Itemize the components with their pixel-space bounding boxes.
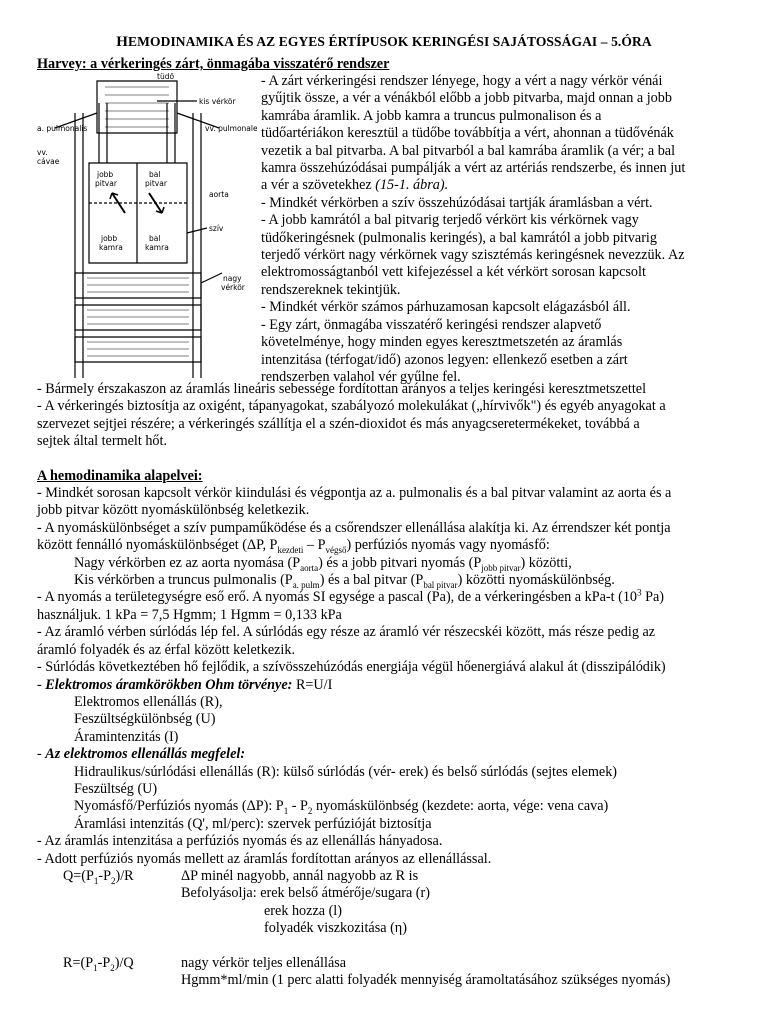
- text-line: - Bármely érszakaszon az áramlás lineáris sebessége fordítottan arányos a teljes keringési keresztmetszettel: [37, 381, 647, 397]
- fig-label-kis-verkor: kis vérkör: [199, 97, 236, 106]
- text-line: használjuk. 1 kPa = 7,5 Hgmm; 1 Hgmm = 0,133 kPa: [37, 606, 342, 623]
- text-line: - A nyomás a területegységre eső erő. A nyomás SI egysége a pascal (Pa), de a vérkeringésben a kPa-t ($10^3$ Pa): [37, 587, 664, 606]
- text-line: terjedő vérkört nagy vérkörnek vagy szisztémás keringésnek nevezzük. Az: [261, 247, 685, 264]
- figure-reference: (15-1. ábra).: [375, 177, 449, 194]
- text-line: kamrába áramlik. A jobb kamra a truncus pulmonalison és a: [261, 107, 602, 124]
- fig-label-sziv: szív: [209, 224, 224, 233]
- text-line: között fennálló nyomáskülönbséget (ΔP, $P_{kezdeti} - P_{végső}$) perfúziós nyomás vagy nyomásfő:: [37, 537, 550, 556]
- text-line: vezetik a bal pitvarba. A bal pitvarból a bal kamrába áramlik (a vér; a bal: [261, 142, 676, 159]
- text-line: Áramlási intenzitás (Q', ml/perc): szervek perfúzióját biztosítja: [74, 815, 432, 832]
- formula-q: $Q=(P_1-P_2)/R$ ΔP minél nagyobb, annál nagyobb az R is: [63, 867, 419, 886]
- section-heading-harvey: Harvey: a vérkeringés zárt, önmagába visszatérő rendszer: [37, 56, 390, 72]
- text-line: gyűjtik össze, a vér a vénákból előbb a jobb pitvarba, majd onnan a jobb: [261, 90, 672, 107]
- text-line: tüdőartériákon keresztül a tüdőbe továbbítja a vért, ahonnan a tüdővénák: [261, 125, 674, 142]
- fig-label-verkor: vérkör: [221, 283, 245, 292]
- text-line: - A nyomáskülönbséget a szív pumpaműködése és a csőrendszer ellenállása alakítja ki. Az érrendszer két pontja: [37, 519, 671, 536]
- text-line: tüdőkeringésnek (pulmonalis keringés), a bal kamrától a jobb pitvarig: [261, 229, 657, 246]
- text-line: rendszereknek tekintjük.: [261, 281, 401, 298]
- text-line: Hidraulikus/súrlódási ellenállás (R): külső súrlódás (vér- erek) és belső súrlódás (sejtes elemek): [74, 763, 618, 780]
- text-line: - Adott perfúziós nyomás mellett az áramlás fordítottan arányos az ellenállással.: [37, 850, 492, 867]
- text-line: szervezet sejtjei részére; a vérkeringés szállítja el a szén-dioxidot és más anyagcseretermékeket, továbbá a: [37, 415, 640, 432]
- formula-note: Befolyásolja: erek belső átmérője/sugara (r): [181, 885, 430, 902]
- text-line: a vér a szövetekhez (15-1. ábra).: [261, 177, 449, 194]
- text-line: - A zárt vérkeringési rendszer lényege, hogy a vért a nagy vérkör vénái: [261, 73, 663, 89]
- text-line: - Egy zárt, önmagába visszatérő keringési rendszer alapvető: [261, 316, 602, 333]
- formula-r: $R=(P_1-P_2)/Q$ nagy vérkör teljes ellenállása: [63, 954, 347, 973]
- formula-note: erek hozza (l): [264, 902, 342, 919]
- text-line: Kis vérkörben a truncus pulmonalis $(P_{a. pulm})$ és a bal pitvar $(P_{bal pitvar})$ közötti nyomáskülönbség.: [74, 572, 615, 590]
- fig-label-jobb-kamra-1: jobb: [101, 234, 118, 243]
- text-line: - Az elektromos ellenállás megfelel:: [37, 746, 246, 763]
- fig-label-bal-kamra-1: bal: [149, 234, 161, 243]
- text-line: - Mindkét sorosan kapcsolt vérkör kiindulási és végpontja az a. pulmonalis és a bal pitvar valamint az aorta és a: [37, 485, 672, 502]
- text-line: - A vérkeringés biztosítja az oxigént, tápanyagokat, szabályozó molekulákat („hírvivők") és egyéb anyagokat a: [37, 398, 666, 415]
- fig-label-vv-pulmonales: vv. pulmonales: [205, 124, 257, 133]
- text-line: Feszültségkülönbség (U): [74, 711, 216, 728]
- circulation-diagram: [37, 73, 257, 383]
- section-heading-hemodinamika: A hemodinamika alapelvei:: [37, 467, 203, 484]
- text-line: jobb pitvar között nyomáskülönbség keletkezik.: [37, 502, 310, 519]
- main-text: [37, 381, 733, 989]
- fig-label-tudo: tüdő: [157, 73, 175, 81]
- text-line: elektromosságtanból vett kifejezéssel a két vérkört sorosan kapcsolt: [261, 264, 646, 281]
- fig-label-bal-pitvar-1: bal: [149, 170, 161, 179]
- formula-note: folyadék viszkozitása (η): [264, 920, 407, 937]
- page-title: HEMODINAMIKA ÉS AZ EGYES ÉRTÍPUSOK KERINGÉSI SAJÁTOSSÁGAI – 5.ÓRA: [116, 34, 652, 50]
- text-line: - Az áramlás intenzitása a perfúziós nyomás és az ellenállás hányadosa.: [37, 833, 443, 850]
- text-line: követelménye, hogy minden egyes keresztmetszetén az áramlás: [261, 334, 623, 351]
- text-line: Nagy vérkörben ez az aorta nyomása $(P_{aorta})$ és a jobb pitvari nyomás $(P_{jobb pitvar})$ közötti,: [74, 554, 572, 573]
- text-line: - Mindkét vérkörben a szív összehúzódásai tartják áramlásban a vért.: [261, 194, 653, 211]
- text-line: - Súrlódás következtében hő fejlődik, a szívösszehúzódás energiája végül hőenergiává alakul át (disszipálódik): [37, 659, 666, 676]
- text-line: Áramintenzitás (I): [74, 728, 179, 745]
- fig-label-aorta: aorta: [209, 190, 229, 199]
- text-line: Elektromos ellenállás (R),: [74, 693, 223, 710]
- text-line: - Az áramló vérben súrlódás lép fel. A súrlódás egy része az áramló vér részecskéi között, más része pedig az: [37, 624, 656, 641]
- text-line: Feszültség (U): [74, 780, 158, 797]
- intro-text-column: [261, 73, 733, 386]
- fig-label-bal-kamra-2: kamra: [145, 243, 169, 252]
- text-line: áramló folyadék és az érfal között keletkezik.: [37, 641, 296, 658]
- text-line: sejtek által termelt hőt.: [37, 433, 168, 450]
- text-line: - A jobb kamrától a bal pitvarig terjedő vérkört kis vérkörnek vagy: [261, 212, 639, 229]
- text-line: intenzitása (térfogat/idő) azonos legyen: ellenkező esetben a zárt: [261, 351, 628, 368]
- fig-label-a-pulmonalis: a. pulmonalis: [37, 124, 88, 133]
- text-line: rendszerben valahol vér gyűlne fel.: [261, 368, 461, 385]
- fig-label-bal-pitvar-2: pitvar: [145, 179, 167, 188]
- fig-label-jobb-pitvar-1: jobb: [97, 170, 114, 179]
- fig-label-jobb-pitvar-2: pitvar: [95, 179, 117, 188]
- document-body: [37, 56, 733, 988]
- text-line: Nyomásfő/Perfúziós nyomás (ΔP): $P_1 - P_2$ nyomáskülönbség (kezdete: aorta, vége: vena cava): [74, 798, 609, 817]
- text-line: - Mindkét vérkör számos párhuzamosan kapcsolt elágazásból áll.: [261, 299, 631, 316]
- text-line: - Elektromos áramkörökben Ohm törvénye: R=U/I: [37, 676, 333, 693]
- fig-label-cavae: cávae: [37, 157, 60, 166]
- formula-note: Hgmm*ml/min (1 perc alatti folyadék mennyiség áramoltatásához szükséges nyomás): [181, 972, 671, 988]
- fig-label-nagy: nagy: [223, 274, 242, 283]
- fig-label-vv: vv.: [37, 148, 48, 157]
- fig-label-jobb-kamra-2: kamra: [99, 243, 123, 252]
- text-line: kamra összehúzódásai pumpálják a vért az artériás rendszerbe, és innen jut: [261, 160, 686, 177]
